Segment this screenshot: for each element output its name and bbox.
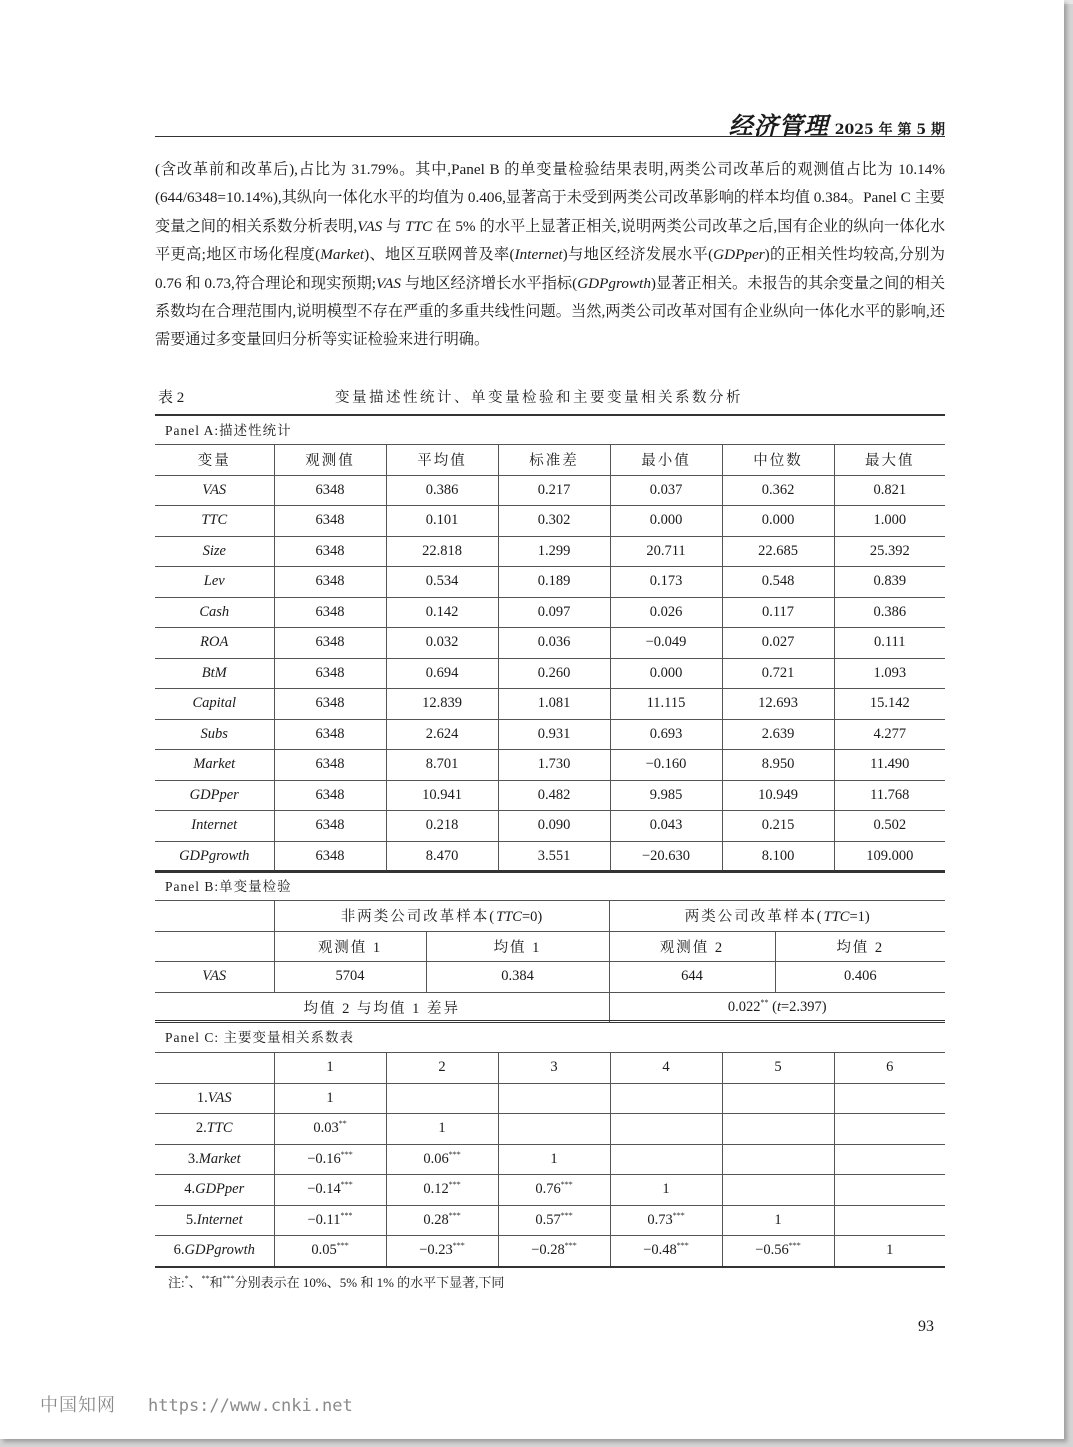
correlation-cell — [722, 1205, 834, 1236]
column-header: 最小值 — [610, 445, 722, 476]
correlation-cell — [498, 1083, 610, 1114]
stat-cell: 6348 — [274, 811, 386, 842]
text-run: 与地区经济增长水平指标( — [401, 274, 578, 292]
issue-label: 2025 年 第 5 期 — [834, 122, 945, 138]
note-star1: * — [184, 1274, 189, 1283]
stat-cell: 0.101 — [386, 506, 498, 537]
diff-value: 0.022 — [727, 998, 761, 1015]
panel-b-label: Panel B:单变量检验 — [155, 870, 945, 900]
stat-cell: −0.160 — [610, 750, 722, 781]
column-header: 变量 — [155, 445, 274, 476]
correlation-cell — [386, 1236, 498, 1267]
stat-cell: 0.217 — [498, 475, 610, 506]
stat-cell: 3.551 — [498, 841, 610, 872]
table-number: 表 2 — [158, 390, 185, 406]
coefficient: 0.06 — [423, 1150, 449, 1167]
significance-stars: *** — [340, 1149, 353, 1159]
note-star3: *** — [222, 1274, 235, 1283]
row-variable: VAS — [207, 1089, 232, 1106]
diff-t-open: ( — [768, 998, 777, 1015]
panel-c-header-row — [155, 1053, 945, 1084]
diff-stars: ** — [760, 997, 769, 1007]
row-label: VAS — [155, 962, 274, 993]
table-note — [168, 1272, 504, 1291]
group1-var: TTC — [823, 909, 850, 926]
text-run: )与地区经济发展水平( — [562, 246, 714, 264]
text-run: )显著正相关。未报告的其余变量之间的相关系数均在合理范围内,说明模型不存在严重的多重共线性问题。当然,两类公司改革对国有企业纵向一体化水平的影响,还需要通过多变量回归分析等实证检验来进行明确。 — [155, 274, 946, 349]
row-number: 6. — [173, 1242, 185, 1259]
coefficient: −0.16 — [307, 1150, 341, 1167]
significance-stars: ** — [338, 1119, 347, 1129]
correlation-cell — [610, 1083, 722, 1114]
row-label — [155, 1205, 274, 1236]
coefficient: 0.76 — [535, 1181, 561, 1198]
stat-cell: 0.362 — [722, 475, 834, 506]
paragraph — [155, 156, 945, 355]
stat-cell: 0.534 — [386, 567, 498, 598]
stat-cell: 6348 — [274, 597, 386, 628]
coefficient: 0.73 — [647, 1211, 673, 1228]
variable-name: Market — [320, 246, 365, 264]
correlation-cell — [834, 1114, 945, 1145]
stat-cell: 0.215 — [722, 811, 834, 842]
table-row — [155, 1083, 945, 1114]
variable-cell: TTC — [155, 506, 274, 537]
stat-cell: 6348 — [274, 780, 386, 811]
coefficient: 1 — [662, 1181, 670, 1198]
table-caption — [155, 386, 945, 408]
row-number: 2. — [195, 1120, 207, 1137]
stat-cell: 1.299 — [498, 536, 610, 567]
diff-t-value: =2.397) — [780, 998, 827, 1015]
stat-cell: 6348 — [274, 750, 386, 781]
group-header-ttc1 — [609, 901, 945, 932]
table-row — [155, 567, 945, 598]
group1-prefix: 两类公司改革样本( — [684, 909, 824, 926]
panel-b-diff-row — [155, 992, 945, 1023]
correlation-cell — [498, 1175, 610, 1206]
variable-name: TTC — [405, 217, 433, 235]
stat-cell: 2.639 — [722, 719, 834, 750]
stat-cell: 0.117 — [722, 597, 834, 628]
data-cell: 5704 — [274, 962, 426, 993]
correlation-cell — [498, 1114, 610, 1145]
correlation-cell — [834, 1175, 945, 1206]
coefficient: 0.12 — [423, 1181, 449, 1198]
variable-cell: GDPper — [155, 780, 274, 811]
correlation-cell — [386, 1114, 498, 1145]
row-number: 1. — [196, 1089, 208, 1106]
journal-info — [729, 106, 945, 141]
row-variable: Internet — [196, 1211, 243, 1228]
panel-b-data-row — [155, 962, 945, 993]
note-star2: ** — [201, 1274, 210, 1283]
group-header-ttc0 — [274, 901, 609, 932]
correlation-cell — [498, 1236, 610, 1267]
significance-stars: *** — [560, 1210, 573, 1220]
coefficient: −0.23 — [419, 1242, 453, 1259]
stat-cell: 10.949 — [722, 780, 834, 811]
stat-cell: 0.036 — [498, 628, 610, 659]
stat-cell: 0.693 — [610, 719, 722, 750]
column-header: 最大值 — [834, 445, 945, 476]
correlation-cell — [386, 1144, 498, 1175]
significance-stars: *** — [336, 1241, 349, 1251]
diff-value-cell — [609, 992, 945, 1023]
subheader-cell: 观测值 2 — [609, 931, 775, 962]
subheader-cell: 均值 1 — [426, 931, 609, 962]
table-row — [155, 628, 945, 659]
stat-cell: 8.470 — [386, 841, 498, 872]
correlation-cell — [610, 1114, 722, 1145]
significance-stars: *** — [448, 1180, 461, 1190]
stat-cell: 0.043 — [610, 811, 722, 842]
panel-c-label: Panel C: 主要变量相关系数表 — [155, 1020, 945, 1050]
correlation-cell — [498, 1144, 610, 1175]
stat-cell: 11.115 — [610, 689, 722, 720]
stat-cell: 1.730 — [498, 750, 610, 781]
stat-cell: 109.000 — [834, 841, 945, 872]
variable-cell: Subs — [155, 719, 274, 750]
stat-cell: 6348 — [274, 719, 386, 750]
coefficient: 0.57 — [535, 1211, 561, 1228]
stat-cell: 10.941 — [386, 780, 498, 811]
stat-cell: 6348 — [274, 689, 386, 720]
significance-stars: *** — [676, 1241, 689, 1251]
coefficient: 1 — [550, 1150, 558, 1167]
column-header: 平均值 — [386, 445, 498, 476]
row-number: 4. — [184, 1181, 196, 1198]
stat-cell: −20.630 — [610, 841, 722, 872]
stat-cell: 15.142 — [834, 689, 945, 720]
stat-cell: 12.839 — [386, 689, 498, 720]
stat-cell: 0.386 — [386, 475, 498, 506]
coefficient: 0.28 — [423, 1211, 449, 1228]
stat-cell: 8.950 — [722, 750, 834, 781]
correlation-cell — [274, 1236, 386, 1267]
panel-a-label: Panel A:描述性统计 — [155, 414, 945, 444]
correlation-cell — [498, 1205, 610, 1236]
data-cell: 644 — [609, 962, 775, 993]
stat-cell: 0.302 — [498, 506, 610, 537]
stat-cell: 4.277 — [834, 719, 945, 750]
column-header: 中位数 — [722, 445, 834, 476]
watermark-cn: 中国知网 — [40, 1395, 116, 1416]
coefficient: 1 — [438, 1120, 446, 1137]
text-run: )的正相关性均较高,分别为 0.76 和 0.73,符合理论和现实预期; — [155, 246, 945, 292]
variable-cell: VAS — [155, 475, 274, 506]
table-row — [155, 1236, 945, 1267]
significance-stars: *** — [340, 1210, 353, 1220]
stat-cell: 0.839 — [834, 567, 945, 598]
table-row — [155, 719, 945, 750]
row-label — [155, 1144, 274, 1175]
coefficient: 1 — [886, 1242, 894, 1259]
stat-cell: 0.000 — [722, 506, 834, 537]
correlation-cell — [386, 1083, 498, 1114]
coefficient: −0.48 — [643, 1242, 677, 1259]
stat-cell: 9.985 — [610, 780, 722, 811]
significance-stars: *** — [340, 1180, 353, 1190]
row-label — [155, 1083, 274, 1114]
stat-cell: 6348 — [274, 567, 386, 598]
table-row — [155, 1175, 945, 1206]
table-title: 变量描述性统计、单变量检验和主要变量相关系数分析 — [335, 390, 743, 406]
table-row — [155, 475, 945, 506]
stat-cell: 0.037 — [610, 475, 722, 506]
correlation-cell — [834, 1083, 945, 1114]
row-number: 3. — [187, 1150, 199, 1167]
stat-cell: 0.482 — [498, 780, 610, 811]
table-row — [155, 536, 945, 567]
panel-b-table — [155, 900, 945, 1023]
stat-cell: 1.093 — [834, 658, 945, 689]
coefficient: 0.03 — [313, 1120, 339, 1137]
correlation-cell — [610, 1236, 722, 1267]
correlation-cell — [274, 1205, 386, 1236]
coefficient: 0.05 — [311, 1242, 337, 1259]
page-number: 93 — [918, 1318, 934, 1335]
correlation-cell — [722, 1236, 834, 1267]
diff-t-var: t — [776, 998, 781, 1015]
coefficient: 1 — [774, 1211, 782, 1228]
stat-cell: 8.100 — [722, 841, 834, 872]
text-run: (含改革前和改革后),占比为 31.79%。其中,Panel B 的单变量检验结果表明,两类公司改革后的观测值占比为 10.14%(644/6348=10.14%),其纵向一体化水平的均值为 0.406,显著高于未受到两类公司改革影响的样本均值 0.384。Panel C 主要变量之间的相关系数分析表明, — [155, 161, 945, 235]
table-row — [155, 841, 945, 872]
text-run: 在 5% 的水平上显著正相关,说明两类公司改革之后,国有企业的纵向一体化水平更高;地区市场化程度( — [155, 217, 946, 264]
variable-cell: BtM — [155, 658, 274, 689]
column-header: 5 — [722, 1053, 834, 1084]
stat-cell: 6348 — [274, 658, 386, 689]
table-row — [155, 811, 945, 842]
variable-cell: Market — [155, 750, 274, 781]
group0-prefix: 非两类公司改革样本( — [340, 909, 497, 926]
column-header: 1 — [274, 1053, 386, 1084]
data-cell: 0.406 — [775, 962, 945, 993]
correlation-cell — [722, 1144, 834, 1175]
variable-name: GDPper — [713, 246, 765, 264]
data-cell: 0.384 — [426, 962, 609, 993]
stat-cell: 6348 — [274, 475, 386, 506]
variable-name: VAS — [357, 217, 383, 235]
panel-b-group-row — [155, 901, 945, 932]
watermark-url: https://www.cnki.net — [148, 1396, 353, 1416]
correlation-cell — [610, 1144, 722, 1175]
stat-cell: 0.000 — [610, 658, 722, 689]
significance-stars: *** — [560, 1180, 573, 1190]
correlation-cell — [274, 1114, 386, 1145]
stat-cell: 0.032 — [386, 628, 498, 659]
correlation-cell — [834, 1205, 945, 1236]
table-row — [155, 658, 945, 689]
panel-a-header-row — [155, 445, 945, 476]
significance-stars: *** — [672, 1210, 685, 1220]
row-variable: Market — [198, 1150, 241, 1167]
row-label — [155, 1175, 274, 1206]
stat-cell: 0.821 — [834, 475, 945, 506]
correlation-cell — [834, 1236, 945, 1267]
stat-cell: 0.502 — [834, 811, 945, 842]
stat-cell: 0.111 — [834, 628, 945, 659]
subheader-cell: 观测值 1 — [274, 931, 426, 962]
significance-stars: *** — [788, 1241, 801, 1251]
correlation-cell — [722, 1114, 834, 1145]
variable-cell: Size — [155, 536, 274, 567]
subheader-cell: 均值 2 — [775, 931, 945, 962]
table-row — [155, 1205, 945, 1236]
empty-cell — [155, 931, 274, 962]
correlation-cell — [386, 1175, 498, 1206]
stat-cell: 0.694 — [386, 658, 498, 689]
stat-cell: 20.711 — [610, 536, 722, 567]
coefficient: −0.28 — [531, 1242, 565, 1259]
stat-cell: 0.142 — [386, 597, 498, 628]
stat-cell: 0.386 — [834, 597, 945, 628]
empty-cell — [155, 901, 274, 932]
correlation-cell — [610, 1175, 722, 1206]
stat-cell: 0.189 — [498, 567, 610, 598]
stat-cell: 2.624 — [386, 719, 498, 750]
stat-cell: 1.081 — [498, 689, 610, 720]
stat-cell: 0.097 — [498, 597, 610, 628]
variable-cell: Lev — [155, 567, 274, 598]
row-variable: GDPgrowth — [184, 1242, 255, 1259]
column-header: 观测值 — [274, 445, 386, 476]
column-header: 4 — [610, 1053, 722, 1084]
significance-stars: *** — [448, 1210, 461, 1220]
variable-cell: GDPgrowth — [155, 841, 274, 872]
variable-name: VAS — [375, 274, 401, 292]
stat-cell: 6348 — [274, 841, 386, 872]
stat-cell: 11.768 — [834, 780, 945, 811]
running-header — [155, 104, 945, 140]
row-label — [155, 1114, 274, 1145]
table-row — [155, 597, 945, 628]
coefficient: −0.14 — [307, 1181, 341, 1198]
note-sep2: 和 — [209, 1275, 223, 1290]
variable-cell: Internet — [155, 811, 274, 842]
stat-cell: 0.173 — [610, 567, 722, 598]
coefficient: −0.11 — [307, 1211, 341, 1228]
significance-stars: *** — [564, 1241, 577, 1251]
significance-stars: *** — [452, 1241, 465, 1251]
stat-cell: 22.685 — [722, 536, 834, 567]
correlation-cell — [610, 1205, 722, 1236]
group1-suffix: =1) — [849, 909, 870, 926]
significance-stars: *** — [448, 1149, 461, 1159]
correlation-cell — [274, 1083, 386, 1114]
stat-cell: 6348 — [274, 536, 386, 567]
stat-cell: 0.027 — [722, 628, 834, 659]
column-header — [155, 1053, 274, 1084]
row-label — [155, 1236, 274, 1267]
coefficient: −0.56 — [755, 1242, 789, 1259]
coefficient: 1 — [326, 1089, 334, 1106]
correlation-cell — [274, 1175, 386, 1206]
variable-cell: Capital — [155, 689, 274, 720]
table-row — [155, 506, 945, 537]
stat-cell: 8.701 — [386, 750, 498, 781]
stat-cell: 1.000 — [834, 506, 945, 537]
column-header: 标准差 — [498, 445, 610, 476]
note-prefix: 注: — [168, 1275, 185, 1290]
table-row — [155, 1144, 945, 1175]
correlation-cell — [834, 1144, 945, 1175]
stat-cell: 0.721 — [722, 658, 834, 689]
group0-suffix: =0) — [521, 909, 543, 926]
correlation-cell — [274, 1144, 386, 1175]
stat-cell: 11.490 — [834, 750, 945, 781]
cnki-watermark — [40, 1391, 353, 1417]
journal-logo: 经济管理 — [728, 111, 829, 140]
column-header: 6 — [834, 1053, 945, 1084]
variable-cell: Cash — [155, 597, 274, 628]
table-row — [155, 780, 945, 811]
correlation-cell — [386, 1205, 498, 1236]
correlation-cell — [722, 1083, 834, 1114]
note-text: 分别表示在 10%、5% 和 1% 的水平下显著,下同 — [234, 1275, 505, 1290]
text-run: 与 — [382, 217, 406, 235]
stat-cell: 0.218 — [386, 811, 498, 842]
panel-b-subheader-row — [155, 931, 945, 962]
variable-name: GDPgrowth — [577, 274, 651, 292]
stat-cell: 0.090 — [498, 811, 610, 842]
text-run: )、地区互联网普及率( — [364, 246, 515, 264]
panel-c-table — [155, 1052, 945, 1268]
variable-name: Internet — [514, 246, 563, 264]
group0-var: TTC — [496, 909, 522, 926]
column-header: 2 — [386, 1053, 498, 1084]
table-row — [155, 750, 945, 781]
variable-cell: ROA — [155, 628, 274, 659]
stat-cell: 25.392 — [834, 536, 945, 567]
note-sep1: 、 — [188, 1275, 202, 1290]
row-variable: TTC — [206, 1120, 233, 1137]
table-row — [155, 689, 945, 720]
diff-label: 均值 2 与均值 1 差异 — [155, 992, 609, 1023]
stat-cell: −0.049 — [610, 628, 722, 659]
stat-cell: 22.818 — [386, 536, 498, 567]
stat-cell: 0.548 — [722, 567, 834, 598]
body-paragraph — [155, 156, 945, 355]
table-row — [155, 1114, 945, 1145]
panel-a-table — [155, 444, 945, 873]
correlation-cell — [722, 1175, 834, 1206]
stat-cell: 6348 — [274, 628, 386, 659]
stat-cell: 12.693 — [722, 689, 834, 720]
row-number: 5. — [185, 1211, 197, 1228]
stat-cell: 6348 — [274, 506, 386, 537]
stat-cell: 0.000 — [610, 506, 722, 537]
stat-cell: 0.260 — [498, 658, 610, 689]
stat-cell: 0.026 — [610, 597, 722, 628]
column-header: 3 — [498, 1053, 610, 1084]
row-variable: GDPper — [195, 1181, 245, 1198]
stat-cell: 0.931 — [498, 719, 610, 750]
